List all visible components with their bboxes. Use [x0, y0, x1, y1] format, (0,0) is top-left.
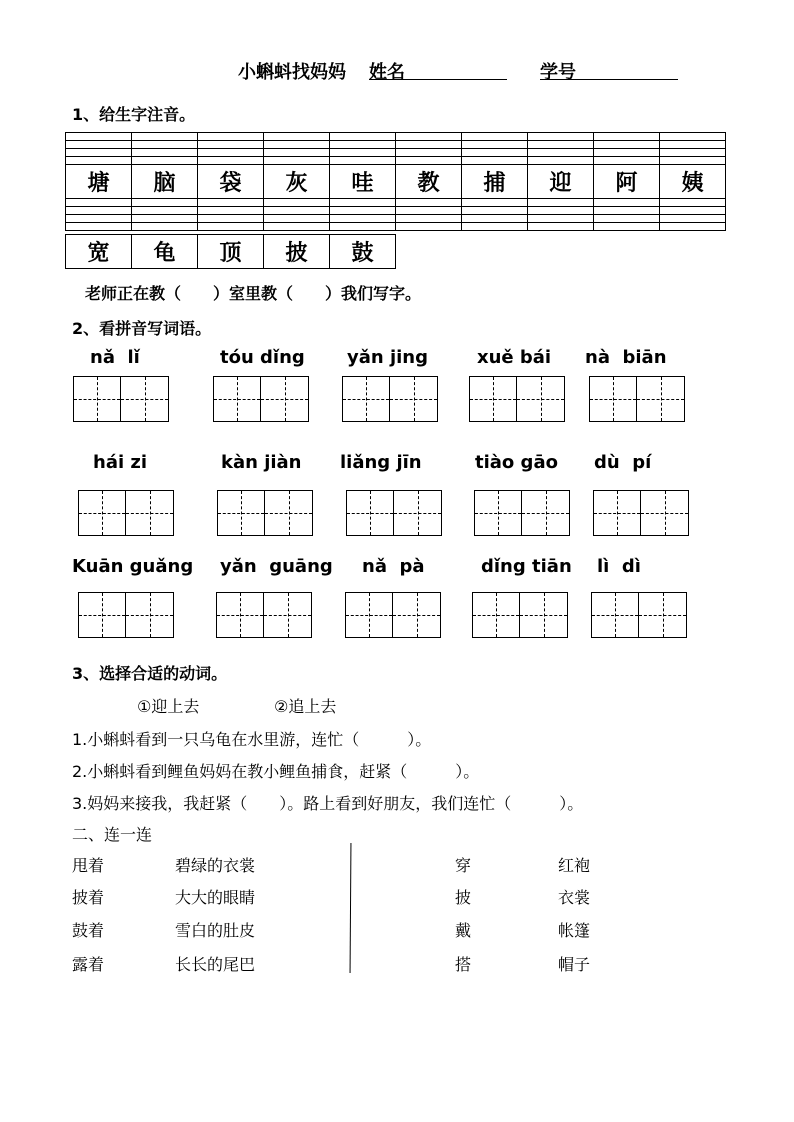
student-id-blank[interactable] — [576, 79, 678, 80]
writing-cell[interactable] — [121, 377, 168, 421]
match-left-verb[interactable]: 鼓着 — [72, 921, 105, 940]
char-cell: 脑 — [132, 165, 198, 199]
match-left-verb[interactable]: 甩着 — [72, 856, 105, 875]
writing-cell[interactable] — [394, 491, 441, 535]
pinyin-table-2 — [65, 234, 396, 269]
match-left-noun[interactable]: 大大的眼睛 — [175, 888, 256, 907]
pinyin-label: dù pí — [594, 452, 652, 473]
match-right-noun[interactable]: 红袍 — [558, 856, 591, 875]
char-cell: 教 — [396, 165, 462, 199]
char-cell: 袋 — [198, 165, 264, 199]
section4-heading: 二、连一连 — [72, 825, 153, 844]
verb-option-1: ①迎上去 — [137, 697, 200, 716]
guide-line-vertical — [369, 593, 370, 637]
guide-line-vertical — [241, 491, 242, 535]
char-cell: 鼓 — [330, 235, 396, 269]
writing-cell[interactable] — [218, 491, 265, 535]
verb-sentence-1: 1.小蝌蚪看到一只乌龟在水里游，连忙（ ）。 — [72, 730, 432, 749]
char-cell: 塘 — [66, 165, 132, 199]
pinyin-label: Kuān guǎng — [72, 556, 194, 577]
guide-line-vertical — [617, 491, 618, 535]
writing-cell[interactable] — [347, 491, 394, 535]
char-cell: 龟 — [132, 235, 198, 269]
name-blank[interactable] — [405, 79, 507, 80]
pinyin-label: liǎng jīn — [340, 452, 422, 473]
writing-cell[interactable] — [265, 491, 312, 535]
guide-line-vertical — [546, 491, 547, 535]
writing-cell[interactable] — [590, 377, 637, 421]
writing-cell[interactable] — [346, 593, 393, 637]
writing-cell[interactable] — [390, 377, 437, 421]
writing-box[interactable] — [342, 376, 438, 422]
guide-line-vertical — [289, 491, 290, 535]
match-right-verb[interactable]: 戴 — [455, 921, 472, 940]
writing-cell[interactable] — [517, 377, 564, 421]
writing-box[interactable] — [589, 376, 685, 422]
guide-line-vertical — [615, 593, 616, 637]
writing-cell[interactable] — [639, 593, 686, 637]
guide-line-vertical — [97, 377, 98, 421]
match-right-noun[interactable]: 衣裳 — [558, 888, 591, 907]
guide-line-vertical — [496, 593, 497, 637]
guide-line-vertical — [150, 491, 151, 535]
match-left-noun[interactable]: 碧绿的衣裳 — [175, 856, 256, 875]
worksheet-header — [0, 58, 794, 82]
pinyin-label: lì dì — [597, 556, 641, 577]
writing-cell[interactable] — [126, 491, 173, 535]
writing-box[interactable] — [472, 592, 568, 638]
pinyin-label: kàn jiàn — [221, 452, 302, 473]
guide-line-vertical — [661, 377, 662, 421]
guide-line-vertical — [288, 593, 289, 637]
verb-sentence-2: 2.小蝌蚪看到鲤鱼妈妈在教小鲤鱼捕食，赶紧（ ）。 — [72, 762, 480, 781]
guide-line-vertical — [285, 377, 286, 421]
writing-cell[interactable] — [520, 593, 567, 637]
writing-cell[interactable] — [261, 377, 308, 421]
pinyin-label: hái zi — [93, 452, 148, 473]
char-cell: 哇 — [330, 165, 396, 199]
guide-line-vertical — [613, 377, 614, 421]
char-cell: 披 — [264, 235, 330, 269]
writing-cell[interactable] — [217, 593, 264, 637]
name-label: 姓名 — [369, 62, 405, 83]
match-right-noun[interactable]: 帽子 — [558, 955, 591, 974]
writing-cell[interactable] — [79, 593, 126, 637]
pinyin-table-1 — [65, 132, 726, 231]
match-right-verb[interactable]: 披 — [455, 888, 472, 907]
writing-box[interactable] — [213, 376, 309, 422]
writing-box[interactable] — [469, 376, 565, 422]
writing-box[interactable] — [474, 490, 570, 536]
worksheet-title: 小蝌蚪找妈妈 — [238, 62, 346, 83]
writing-cell[interactable] — [470, 377, 517, 421]
guide-line-vertical — [414, 377, 415, 421]
writing-cell[interactable] — [594, 491, 641, 535]
char-cell: 灰 — [264, 165, 330, 199]
verb-sentence-3: 3.妈妈来接我，我赶紧（ ）。路上看到好朋友，我们连忙（ ）。 — [72, 794, 584, 813]
match-left-verb[interactable]: 露着 — [72, 955, 105, 974]
writing-box[interactable] — [78, 490, 174, 536]
guide-line-vertical — [102, 593, 103, 637]
writing-cell[interactable] — [475, 491, 522, 535]
guide-line-vertical — [237, 377, 238, 421]
guide-line-vertical — [493, 377, 494, 421]
char-cell: 捕 — [462, 165, 528, 199]
guide-line-vertical — [418, 491, 419, 535]
char-cell: 姨 — [660, 165, 726, 199]
match-left-verb[interactable]: 披着 — [72, 888, 105, 907]
writing-cell[interactable] — [522, 491, 569, 535]
writing-box[interactable] — [593, 490, 689, 536]
guide-line-vertical — [102, 491, 103, 535]
writing-cell[interactable] — [592, 593, 639, 637]
writing-cell[interactable] — [641, 491, 688, 535]
section2-heading: 2、看拼音写词语。 — [72, 319, 212, 338]
match-right-verb[interactable]: 搭 — [455, 955, 472, 974]
writing-box[interactable] — [73, 376, 169, 422]
guide-line-vertical — [150, 593, 151, 637]
writing-cell[interactable] — [343, 377, 390, 421]
pinyin-label: yǎn jing — [347, 347, 428, 368]
char-cell: 宽 — [66, 235, 132, 269]
pinyin-label: tóu dǐng — [220, 347, 305, 368]
match-divider — [350, 843, 352, 973]
guide-line-vertical — [498, 491, 499, 535]
guide-line-vertical — [665, 491, 666, 535]
char-cell: 阿 — [594, 165, 660, 199]
pinyin-label: xuě bái — [477, 347, 552, 368]
match-right-noun[interactable]: 帐篷 — [558, 921, 591, 940]
section3-heading: 3、选择合适的动词。 — [72, 664, 228, 683]
writing-box[interactable] — [217, 490, 313, 536]
writing-box[interactable] — [346, 490, 442, 536]
writing-cell[interactable] — [637, 377, 684, 421]
match-left-noun[interactable]: 雪白的肚皮 — [175, 921, 256, 940]
char-cell: 迎 — [528, 165, 594, 199]
pinyin-label: nǎ lǐ — [90, 347, 140, 368]
char-cell: 顶 — [198, 235, 264, 269]
writing-box[interactable] — [591, 592, 687, 638]
student-id-label: 学号 — [540, 62, 576, 83]
guide-line-vertical — [541, 377, 542, 421]
writing-box[interactable] — [345, 592, 441, 638]
pinyin-label: dǐng tiān — [481, 556, 572, 577]
guide-line-vertical — [240, 593, 241, 637]
verb-option-2: ②追上去 — [274, 697, 337, 716]
writing-box[interactable] — [216, 592, 312, 638]
writing-cell[interactable] — [126, 593, 173, 637]
guide-line-vertical — [366, 377, 367, 421]
polyphone-sentence: 老师正在教（ ）室里教（ ）我们写字。 — [85, 284, 422, 303]
pinyin-label: nǎ pà — [362, 556, 425, 577]
match-right-verb[interactable]: 穿 — [455, 856, 472, 875]
writing-cell[interactable] — [393, 593, 440, 637]
writing-cell[interactable] — [264, 593, 311, 637]
section1-heading: 1、给生字注音。 — [72, 105, 196, 124]
writing-cell[interactable] — [473, 593, 520, 637]
writing-cell[interactable] — [79, 491, 126, 535]
guide-line-vertical — [145, 377, 146, 421]
pinyin-label: yǎn guāng — [220, 556, 333, 577]
match-left-noun[interactable]: 长长的尾巴 — [175, 955, 256, 974]
writing-cell[interactable] — [74, 377, 121, 421]
pinyin-label: tiào gāo — [475, 452, 558, 473]
pinyin-label: nà biān — [585, 347, 667, 368]
guide-line-vertical — [663, 593, 664, 637]
guide-line-vertical — [370, 491, 371, 535]
writing-box[interactable] — [78, 592, 174, 638]
guide-line-vertical — [544, 593, 545, 637]
writing-cell[interactable] — [214, 377, 261, 421]
guide-line-vertical — [417, 593, 418, 637]
